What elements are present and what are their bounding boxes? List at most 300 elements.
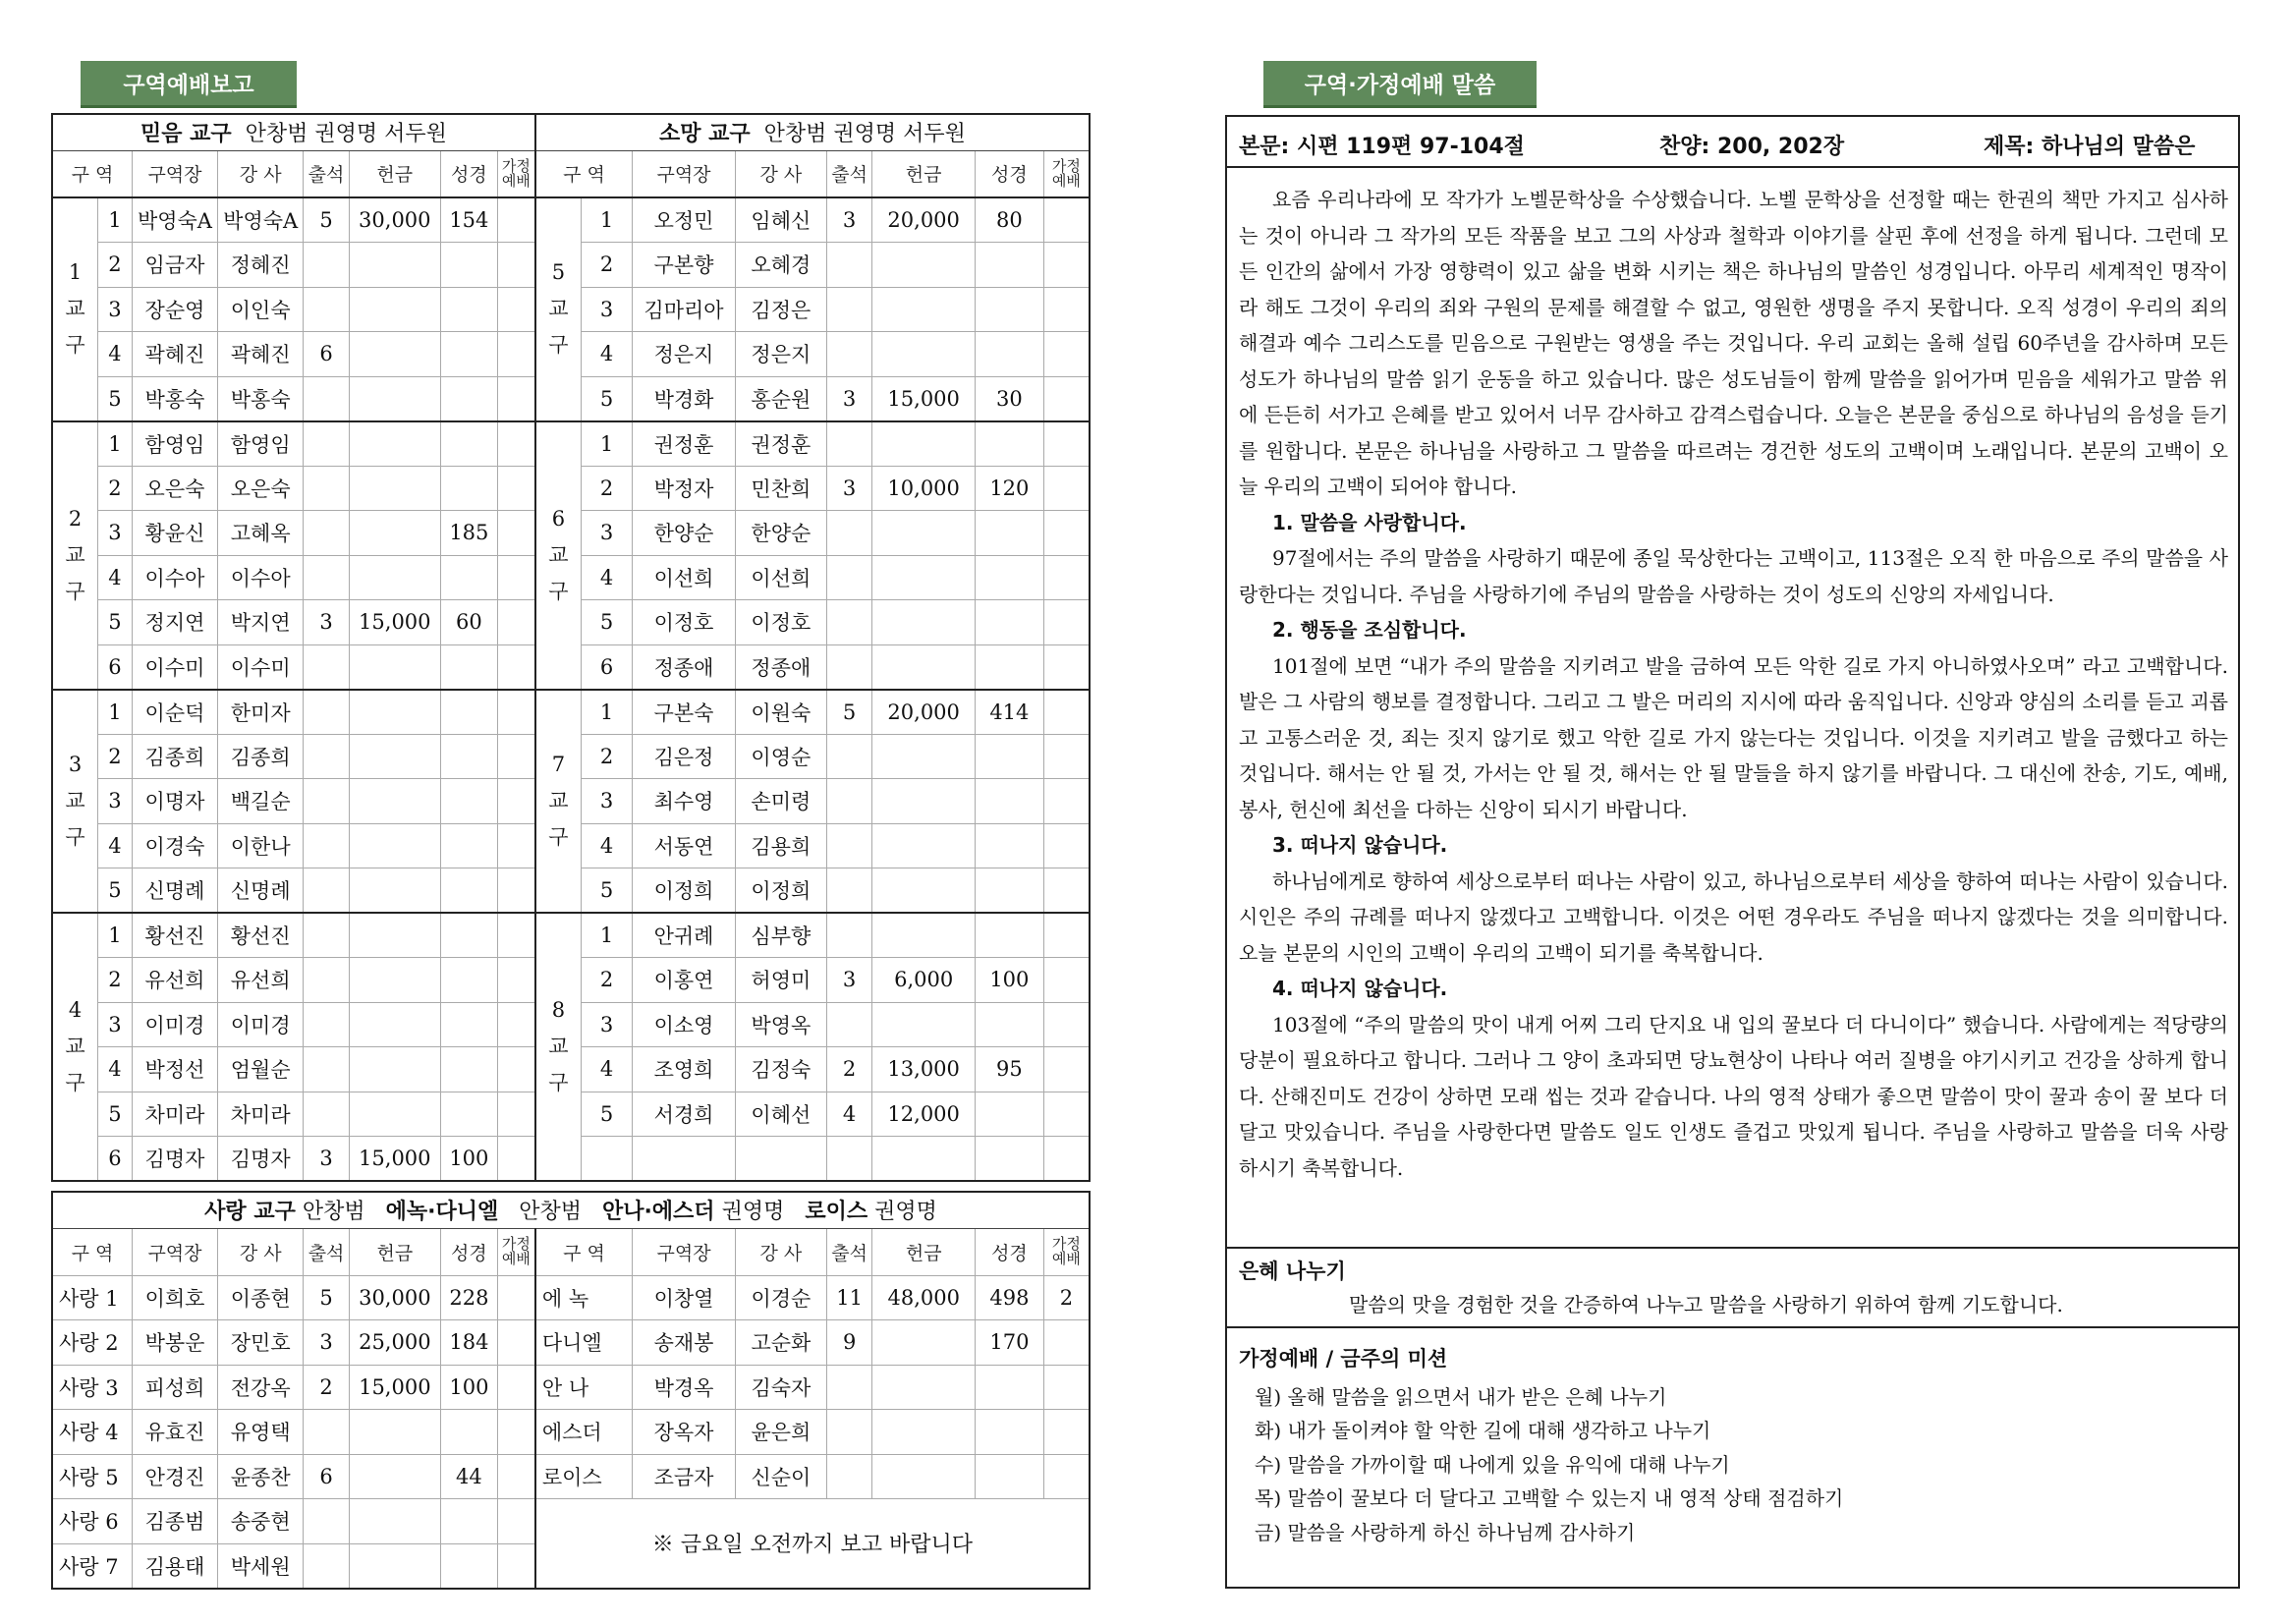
table-cell: 이경숙	[132, 823, 217, 868]
table-cell	[1043, 600, 1090, 645]
table-cell	[440, 287, 497, 332]
table-cell: 안 나	[535, 1365, 633, 1410]
table-cell: 2	[1043, 1275, 1090, 1320]
table-cell	[304, 1543, 350, 1589]
table-cell: 홍순원	[735, 376, 826, 421]
love-column-header-row: 구 역 구역장 강 사 출석 헌금 성경 가정예배 구 역 구역장 강 사 출석 헌금 성경 가정예배	[52, 1228, 1090, 1275]
weekly-mission-section	[1227, 1328, 2238, 1563]
table-row	[52, 1320, 1090, 1366]
table-cell	[304, 823, 350, 868]
table-cell: 허영미	[735, 958, 826, 1003]
table-cell: 100	[975, 958, 1043, 1003]
table-cell: 윤종찬	[218, 1454, 304, 1499]
table-cell: 이선희	[633, 555, 736, 600]
table-cell: 김종희	[218, 734, 304, 779]
table-cell: 이희호	[132, 1275, 217, 1320]
table-cell: 이정희	[633, 868, 736, 914]
table-cell: 정종애	[633, 644, 736, 690]
table-cell	[975, 511, 1043, 556]
table-cell	[1043, 958, 1090, 1003]
table-cell	[497, 779, 534, 824]
table-row	[52, 421, 1090, 467]
table-cell	[349, 823, 440, 868]
table-cell	[1043, 1002, 1090, 1047]
table-cell	[975, 823, 1043, 868]
table-cell: 오은숙	[132, 466, 217, 511]
table-cell	[349, 511, 440, 556]
table-cell: 1	[581, 690, 632, 735]
table-cell: 2	[826, 1047, 872, 1092]
table-cell: 권정훈	[735, 421, 826, 467]
table-cell	[1043, 1047, 1090, 1092]
table-cell	[497, 466, 534, 511]
table-cell	[872, 332, 976, 377]
table-cell	[304, 555, 350, 600]
table-cell: 권정훈	[633, 421, 736, 467]
table-cell	[349, 421, 440, 467]
table-cell: 한양순	[735, 511, 826, 556]
table-cell: 6	[98, 644, 133, 690]
table-cell: 정은지	[633, 332, 736, 377]
table-cell: 15,000	[349, 600, 440, 645]
sermon-panel	[1225, 115, 2240, 1589]
table-cell: 곽혜진	[218, 332, 304, 377]
table-cell	[497, 376, 534, 421]
table-cell: 안경진	[132, 1454, 217, 1499]
table-cell	[497, 555, 534, 600]
table-cell: 2	[98, 958, 133, 1003]
district-label-left: 4 교 구	[52, 913, 98, 1181]
table-cell	[440, 1047, 497, 1092]
table-cell: 170	[976, 1320, 1044, 1366]
table-cell	[497, 868, 534, 914]
point-1-body: 97절에서는 주의 말씀을 사랑하기 때문에 종일 묵상한다는 고백이고, 113절은 오직 한 마음으로 주의 말씀을 사랑한다는 것입니다. 주님을 사랑하기에 주님의 말씀을 사랑하는 것이 성도의 신앙의 자세입니다.	[1239, 546, 2228, 606]
scripture-reference: 본문: 시편 119편 97-104절	[1239, 135, 1525, 159]
table-cell: 3	[581, 779, 632, 824]
table-cell	[349, 243, 440, 288]
table-cell	[497, 823, 534, 868]
table-cell	[826, 644, 872, 690]
love-group-header: 사랑 교구 안창범 에녹·다니엘 안창범 안나·에스더 권영명 로이스 권영명	[52, 1192, 1090, 1228]
table-cell: 구본향	[633, 243, 736, 288]
district-label-left: 3 교 구	[52, 690, 98, 914]
table-cell: 신명례	[218, 868, 304, 914]
table-cell	[1043, 1365, 1090, 1410]
table-cell	[826, 600, 872, 645]
table-cell: 황윤신	[132, 511, 217, 556]
table-cell: 44	[440, 1454, 497, 1499]
table-cell: 이홍연	[633, 958, 736, 1003]
table-cell	[349, 1499, 440, 1544]
table-cell	[497, 1365, 534, 1410]
table-cell	[304, 779, 350, 824]
table-cell: 414	[975, 690, 1043, 735]
table-cell: 손미령	[735, 779, 826, 824]
table-cell	[826, 421, 872, 467]
table-cell: 조영희	[633, 1047, 736, 1092]
table-cell: 80	[975, 197, 1043, 243]
table-cell	[1043, 779, 1090, 824]
grace-sharing-section	[1227, 1249, 2238, 1328]
table-cell	[349, 690, 440, 735]
table-cell: 정혜진	[218, 243, 304, 288]
table-cell	[826, 1410, 872, 1455]
table-cell: 5	[98, 868, 133, 914]
table-cell: 김정숙	[735, 1047, 826, 1092]
table-cell: 김용태	[132, 1543, 217, 1589]
table-cell: 사랑 2	[52, 1320, 132, 1366]
table-cell	[826, 868, 872, 914]
table-cell: 이순덕	[132, 690, 217, 735]
table-cell: 2	[98, 243, 133, 288]
table-cell	[872, 1365, 976, 1410]
table-cell: 김종범	[132, 1499, 217, 1544]
table-cell	[976, 1365, 1044, 1410]
table-cell: 송중현	[218, 1499, 304, 1544]
table-row	[52, 1410, 1090, 1455]
table-cell: 정종애	[735, 644, 826, 690]
table-cell: 박지연	[218, 600, 304, 645]
table-cell	[826, 823, 872, 868]
table-cell	[440, 734, 497, 779]
table-cell	[826, 779, 872, 824]
left-section-tab: 구역예배보고	[81, 61, 297, 108]
table-cell: 임혜신	[735, 197, 826, 243]
table-cell: 13,000	[872, 1047, 976, 1092]
table-cell	[440, 1092, 497, 1137]
table-cell	[349, 555, 440, 600]
table-cell: 사랑 5	[52, 1454, 132, 1499]
table-cell	[304, 1410, 350, 1455]
table-cell: 김명자	[132, 1137, 217, 1182]
column-header-row: 구 역 구역장 강 사 출석 헌금 성경 가정예배 구 역 구역장 강 사 출석 헌금 성경 가정예배	[52, 150, 1090, 197]
table-cell	[1043, 1092, 1090, 1137]
table-cell	[1043, 243, 1090, 288]
table-cell: 154	[440, 197, 497, 243]
district-label-left: 2 교 구	[52, 421, 98, 690]
table-cell: 이영순	[735, 734, 826, 779]
table-cell: 3	[826, 466, 872, 511]
table-cell	[497, 913, 534, 958]
table-cell	[826, 332, 872, 377]
table-cell	[497, 1047, 534, 1092]
table-cell: 6	[304, 332, 350, 377]
table-cell: 15,000	[349, 1365, 440, 1410]
table-cell	[304, 958, 350, 1003]
table-cell: 6	[304, 1454, 350, 1499]
mission-item: 금) 말씀을 사랑하게 하신 하나님께 감사하기	[1255, 1520, 1636, 1544]
table-cell	[497, 287, 534, 332]
table-cell: 100	[440, 1137, 497, 1182]
table-cell: 정은지	[735, 332, 826, 377]
table-cell	[497, 734, 534, 779]
table-cell	[872, 823, 976, 868]
table-cell	[497, 1320, 534, 1366]
table-cell	[497, 332, 534, 377]
district-label-right: 7 교 구	[535, 690, 582, 914]
table-cell: 2	[581, 734, 632, 779]
table-cell	[497, 644, 534, 690]
table-cell: 2	[581, 466, 632, 511]
table-cell: 5	[98, 1092, 133, 1137]
table-cell: 이인숙	[218, 287, 304, 332]
table-cell: 사랑 6	[52, 1499, 132, 1544]
table-cell: 박경옥	[633, 1365, 736, 1410]
table-cell	[497, 958, 534, 1003]
table-cell	[826, 1002, 872, 1047]
table-cell: 30	[975, 376, 1043, 421]
table-cell: 민찬희	[735, 466, 826, 511]
table-cell: 박영숙A	[132, 197, 217, 243]
district-label-right: 8 교 구	[535, 913, 582, 1181]
table-cell: 조금자	[633, 1454, 736, 1499]
table-cell: 15,000	[872, 376, 976, 421]
mission-item: 수) 말씀을 가까이할 때 나에게 있을 유익에 대해 나누기	[1255, 1452, 1730, 1477]
table-cell	[872, 779, 976, 824]
point-1-title: 1. 말씀을 사랑합니다.	[1272, 510, 1467, 534]
table-cell: 에 녹	[535, 1275, 633, 1320]
table-cell	[1043, 1454, 1090, 1499]
table-cell: 백길순	[218, 779, 304, 824]
table-cell: 장옥자	[633, 1410, 736, 1455]
table-cell	[975, 243, 1043, 288]
table-cell	[1043, 197, 1090, 243]
point-3-body: 하나님에게로 향하여 세상으로부터 떠나는 사람이 있고, 하나님으로부터 세상을 향하여 떠나는 사람이 있습니다. 시인은 주의 규례를 떠나지 않겠다고 고백합니다. 이것은 어떤 경우라도 주님을 떠나지 않겠다는 것을 의미합니다. 오늘 본문의 시인의 고백이 우리의 고백이 되기를 축복합니다.	[1239, 868, 2228, 965]
table-cell	[497, 1002, 534, 1047]
point-2-title: 2. 행동을 조심합니다.	[1272, 618, 1467, 642]
table-cell: 황선진	[218, 913, 304, 958]
table-cell	[826, 555, 872, 600]
table-cell	[872, 913, 976, 958]
table-cell: 2	[98, 734, 133, 779]
table-cell	[872, 421, 976, 467]
table-cell: 4	[826, 1092, 872, 1137]
table-cell: 2	[98, 466, 133, 511]
table-cell: 2	[581, 243, 632, 288]
table-cell	[440, 332, 497, 377]
table-cell: 2	[304, 1365, 350, 1410]
table-cell: 228	[440, 1275, 497, 1320]
table-cell: 5	[98, 600, 133, 645]
table-cell: 6	[98, 1137, 133, 1182]
mission-item: 화) 내가 돌이켜야 할 악한 길에 대해 생각하고 나누기	[1255, 1419, 1711, 1442]
table-cell	[826, 1454, 872, 1499]
table-cell: 4	[581, 823, 632, 868]
table-cell	[872, 644, 976, 690]
table-cell: 윤은희	[735, 1410, 826, 1455]
table-cell: 3	[98, 1002, 133, 1047]
table-cell: 서동연	[633, 823, 736, 868]
table-cell: 25,000	[349, 1320, 440, 1366]
table-cell: 5	[581, 1092, 632, 1137]
table-cell	[826, 1365, 872, 1410]
table-cell	[975, 600, 1043, 645]
table-cell: 오혜경	[735, 243, 826, 288]
table-cell	[975, 779, 1043, 824]
table-cell	[1043, 376, 1090, 421]
table-cell: 이종현	[218, 1275, 304, 1320]
table-cell	[1043, 555, 1090, 600]
table-cell	[975, 868, 1043, 914]
table-cell: 30,000	[349, 1275, 440, 1320]
table-cell	[581, 1137, 632, 1182]
table-cell: 이수아	[132, 555, 217, 600]
table-cell	[872, 1137, 976, 1182]
table-cell	[304, 466, 350, 511]
table-cell: 로이스	[535, 1454, 633, 1499]
report-deadline-notice: ※ 금요일 오전까지 보고 바랍니다	[535, 1499, 1090, 1589]
table-cell	[304, 644, 350, 690]
table-cell: 1	[98, 197, 133, 243]
table-cell: 3	[98, 511, 133, 556]
table-cell: 5	[826, 690, 872, 735]
table-cell: 이수아	[218, 555, 304, 600]
table-cell	[497, 1543, 534, 1589]
table-cell: 2	[581, 958, 632, 1003]
table-cell	[349, 1410, 440, 1455]
table-cell	[1043, 466, 1090, 511]
table-cell: 48,000	[872, 1275, 976, 1320]
table-cell: 구본숙	[633, 690, 736, 735]
table-cell: 5	[98, 376, 133, 421]
table-cell	[975, 421, 1043, 467]
table-cell: 이명자	[132, 779, 217, 824]
table-row	[52, 1454, 1090, 1499]
table-cell: 사랑 1	[52, 1275, 132, 1320]
table-cell: 15,000	[349, 1137, 440, 1182]
table-cell	[497, 1275, 534, 1320]
table-cell: 고순화	[735, 1320, 826, 1366]
table-cell	[440, 1410, 497, 1455]
table-cell	[349, 1543, 440, 1589]
table-cell: 30,000	[349, 197, 440, 243]
table-cell: 심부향	[735, 913, 826, 958]
table-cell	[349, 287, 440, 332]
table-cell	[976, 1410, 1044, 1455]
table-cell	[440, 466, 497, 511]
table-cell	[826, 287, 872, 332]
point-4-title: 4. 떠나지 않습니다.	[1272, 977, 1448, 1000]
point-2-body: 101절에 보면 “내가 주의 말씀을 지키려고 발을 금하여 모든 악한 길로 가지 아니하였사오며” 라고 고백합니다. 발은 그 사람의 행보를 결정합니다. 그리고 그 발은 머리의 지시에 따라 움직입니다. 신앙과 양심의 소리를 듣고 괴롭고 고통스러운 것, 죄는 짓지 않기로 했고 악한 길로 가지 않는다는 것입니다. 이것을 지키려고 발을 금했다고 하는 것입니다. 해서는 안 될 것, 가서는 안 될 것, 해서는 안 될 말들을 하지 않기를 바랍니다. 그 대신에 찬송, 기도, 예배, 봉사, 헌신에 최선을 다하는 신앙이 되시기 바랍니다.	[1239, 653, 2228, 821]
table-cell: 김정은	[735, 287, 826, 332]
table-cell: 함영임	[132, 421, 217, 467]
table-cell	[349, 868, 440, 914]
table-cell: 20,000	[872, 197, 976, 243]
table-cell	[497, 421, 534, 467]
table-cell	[497, 1137, 534, 1182]
table-cell: 3	[826, 958, 872, 1003]
table-cell: 5	[304, 1275, 350, 1320]
table-cell: 이소영	[633, 1002, 736, 1047]
table-cell: 박영옥	[735, 1002, 826, 1047]
table-cell: 박홍숙	[218, 376, 304, 421]
table-cell	[440, 1499, 497, 1544]
table-cell	[1043, 644, 1090, 690]
table-cell	[349, 332, 440, 377]
table-cell: 이정호	[735, 600, 826, 645]
table-cell: 185	[440, 511, 497, 556]
faith-group-header: 믿음 교구 안창범 권영명 서두원	[52, 114, 535, 150]
table-cell	[975, 555, 1043, 600]
table-cell	[304, 287, 350, 332]
grace-body: 말씀의 맛을 경험한 것을 간증하여 나누고 말씀을 사랑하기 위하여 함께 기도합니다.	[1349, 1293, 2063, 1316]
table-cell	[1043, 913, 1090, 958]
table-cell: 4	[98, 1047, 133, 1092]
table-cell: 이수미	[218, 644, 304, 690]
table-cell: 유선희	[132, 958, 217, 1003]
point-4-body: 103절에 “주의 말씀의 맛이 내게 어찌 그리 단지요 내 입의 꿀보다 더 다니이다” 했습니다. 사람에게는 적당량의 당분이 필요하다고 합니다. 그러나 그 양이 초과되면 당뇨현상이 나타나 여러 질병을 야기시키고 건강을 상하게 합니다. 산해진미도 건강이 상하면 모래 씹는 것과 같습니다. 나의 영적 상태가 좋으면 말씀이 맛이 꿀과 송이 꿀 보다 더 달고 맛있습니다. 주님을 사랑한다면 말씀도 일도 인생도 즐겁고 맛있게 됩니다. 주님을 사랑하고 말씀을 더욱 사랑하시기 축복합니다.	[1239, 1012, 2228, 1180]
table-cell: 곽혜진	[132, 332, 217, 377]
table-cell: 3	[581, 1002, 632, 1047]
table-cell	[1043, 1410, 1090, 1455]
table-cell: 사랑 3	[52, 1365, 132, 1410]
table-cell: 사랑 7	[52, 1543, 132, 1589]
grace-title: 은혜 나누기	[1239, 1260, 1346, 1283]
table-cell: 이선희	[735, 555, 826, 600]
table-cell	[349, 644, 440, 690]
table-cell: 다니엘	[535, 1320, 633, 1366]
hope-group-header: 소망 교구 안창범 권영명 서두원	[535, 114, 1090, 150]
table-cell	[976, 1454, 1044, 1499]
table-cell: 4	[581, 555, 632, 600]
table-cell: 1	[581, 197, 632, 243]
mission-title: 가정예배 / 금주의 미션	[1239, 1347, 1448, 1371]
table-cell: 송재봉	[633, 1320, 736, 1366]
table-cell: 1	[98, 690, 133, 735]
table-cell: 6,000	[872, 958, 976, 1003]
table-cell: 유영택	[218, 1410, 304, 1455]
table-cell: 184	[440, 1320, 497, 1366]
table-cell	[440, 555, 497, 600]
table-row	[52, 690, 1090, 735]
table-cell: 차미라	[218, 1092, 304, 1137]
table-cell	[304, 1092, 350, 1137]
mission-item: 월) 올해 말씀을 읽으면서 내가 받은 은혜 나누기	[1255, 1384, 1667, 1409]
table-cell	[1043, 823, 1090, 868]
table-cell: 박봉운	[132, 1320, 217, 1366]
table-cell: 신명례	[132, 868, 217, 914]
table-cell: 오정민	[633, 197, 736, 243]
table-cell	[349, 376, 440, 421]
table-cell: 이원숙	[735, 690, 826, 735]
table-cell	[440, 868, 497, 914]
table-cell: 120	[975, 466, 1043, 511]
table-cell: 한양순	[633, 511, 736, 556]
love-group-table	[51, 1191, 1091, 1590]
table-cell	[872, 734, 976, 779]
mission-item: 목) 말씀이 꿀보다 더 달다고 고백할 수 있는지 내 영적 상태 점검하기	[1255, 1486, 1844, 1510]
table-cell: 함영임	[218, 421, 304, 467]
table-cell: 박정자	[633, 466, 736, 511]
table-row	[52, 913, 1090, 958]
table-cell: 이미경	[218, 1002, 304, 1047]
table-cell: 유효진	[132, 1410, 217, 1455]
table-cell: 5	[581, 868, 632, 914]
table-row	[52, 197, 1090, 243]
table-cell	[872, 243, 976, 288]
table-cell: 이혜선	[735, 1092, 826, 1137]
table-cell	[1043, 332, 1090, 377]
table-cell	[872, 1410, 976, 1455]
table-cell	[304, 421, 350, 467]
table-cell: 5	[581, 376, 632, 421]
table-cell	[975, 332, 1043, 377]
table-cell: 안귀례	[633, 913, 736, 958]
table-cell	[440, 913, 497, 958]
table-cell: 11	[826, 1275, 872, 1320]
table-cell: 498	[976, 1275, 1044, 1320]
table-cell: 이정희	[735, 868, 826, 914]
